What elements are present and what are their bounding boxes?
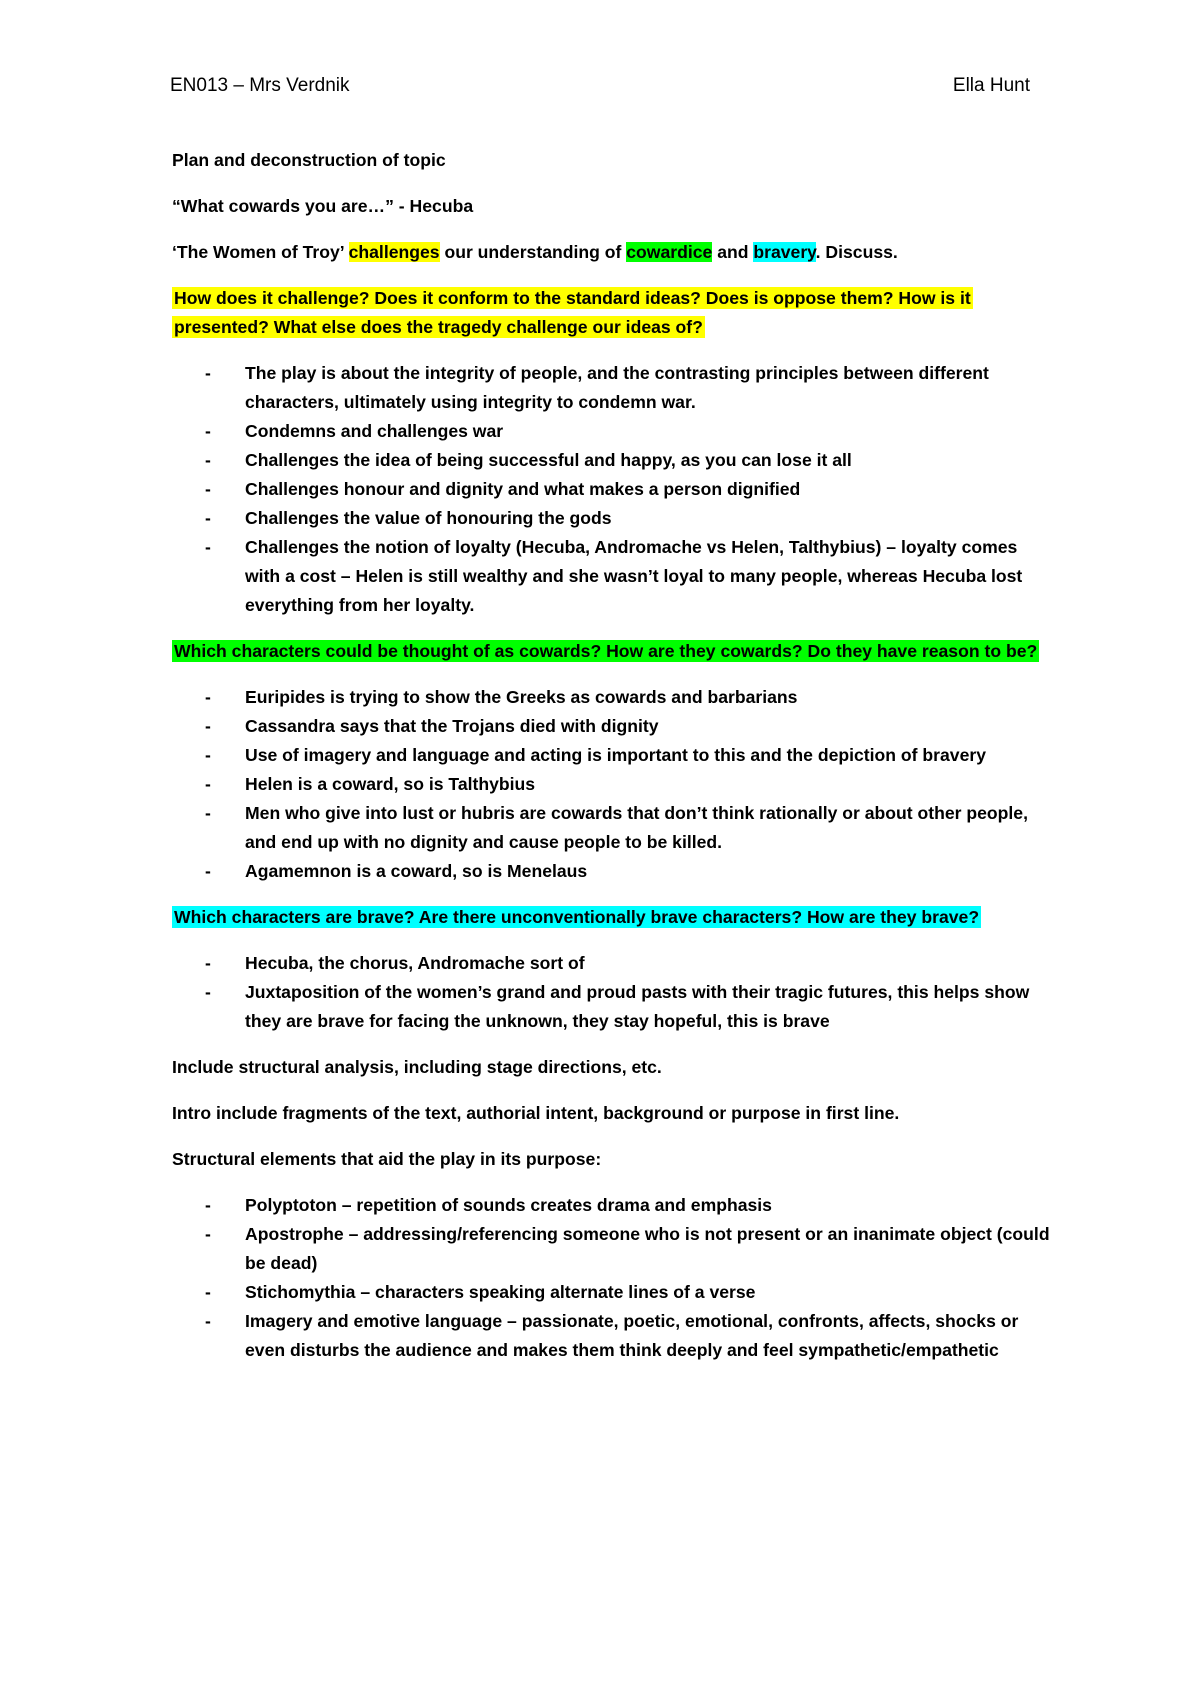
question-highlight: How does it challenge? Does it conform to the standard ideas? Does is oppose them? How is it presented? What else does the tragedy challenge our ideas of? — [174, 288, 971, 337]
prompt-text-post: . Discuss. — [815, 242, 898, 262]
page-header — [170, 73, 1030, 99]
section-list-challenge — [172, 359, 1052, 620]
list-item: - Apostrophe – addressing/referencing someone who is not present or an inanimate object (could be dead) — [205, 1224, 1050, 1273]
note-structural-elements: Structural elements that aid the play in its purpose: — [172, 1149, 602, 1169]
prompt-text-pre: ‘The Women of Troy’ — [172, 242, 349, 262]
list-item: - The play is about the integrity of people, and the contrasting principles between different characters, ultimately using integrity to condemn war. — [205, 363, 989, 412]
prompt-text-mid2: and — [712, 242, 754, 262]
list-item: - Men who give into lust or hubris are cowards that don’t think rationally or about other people, and end up with no dignity and cause people to be killed. — [205, 803, 1028, 852]
prompt-highlight-challenges: challenges — [348, 242, 440, 262]
note-structural-analysis: Include structural analysis, including stage directions, etc. — [172, 1057, 662, 1077]
section-list-brave — [172, 949, 1052, 1036]
section-list-cowards — [172, 683, 1052, 886]
opening-quote: “What cowards you are…” - Hecuba — [172, 196, 474, 216]
list-item: - Stichomythia – characters speaking alternate lines of a verse — [205, 1282, 756, 1302]
list-item: - Use of imagery and language and acting is important to this and the depiction of bravery — [205, 745, 987, 765]
essay-prompt — [172, 238, 1052, 267]
header-course: EN013 – Mrs Verdnik — [170, 75, 350, 96]
list-item: - Imagery and emotive language – passionate, poetic, emotional, confronts, affects, shocks or even disturbs the audience and makes them think deeply and feel sympathetic/empathetic — [205, 1311, 1019, 1360]
question-highlight: Which characters are brave? Are there unconventionally brave characters? How are they brave? — [174, 907, 980, 927]
structural-elements-list — [172, 1191, 1052, 1365]
list-item: - Agamemnon is a coward, so is Menelaus — [205, 861, 588, 881]
list-item: - Challenges the notion of loyalty (Hecuba, Andromache vs Helen, Talthybius) – loyalty comes with a cost – Helen is still wealthy and she wasn’t loyal to many people, whereas Hecuba lost everything from her loyalty. — [205, 537, 1023, 615]
list-item: - Juxtaposition of the women’s grand and proud pasts with their tragic futures, this helps show they are brave for facing the unknown, they stay hopeful, this is brave — [205, 982, 1030, 1031]
list-item: - Helen is a coward, so is Talthybius — [205, 774, 536, 794]
prompt-text-mid1: our understanding of — [439, 242, 627, 262]
list-item: - Challenges the value of honouring the gods — [205, 508, 612, 528]
section-question-cowards — [172, 637, 1052, 666]
header-author: Ella Hunt — [952, 75, 1030, 96]
list-item: - Cassandra says that the Trojans died with dignity — [205, 716, 659, 736]
question-highlight: Which characters could be thought of as cowards? How are they cowards? Do they have reason to be? — [174, 641, 1038, 661]
list-item: - Challenges the idea of being successful and happy, as you can lose it all — [205, 450, 852, 470]
list-item: - Condemns and challenges war — [205, 421, 504, 441]
list-item: - Polyptoton – repetition of sounds creates drama and emphasis — [205, 1195, 772, 1215]
section-question-brave — [172, 903, 1052, 932]
section-question-challenge — [172, 284, 1052, 342]
document-title: Plan and deconstruction of topic — [172, 150, 446, 170]
list-item: - Hecuba, the chorus, Andromache sort of — [205, 953, 585, 973]
document-body — [172, 146, 1052, 1382]
list-item: - Challenges honour and dignity and what makes a person dignified — [205, 479, 801, 499]
prompt-highlight-cowardice: cowardice — [626, 242, 713, 262]
list-item: - Euripides is trying to show the Greeks as cowards and barbarians — [205, 687, 798, 707]
prompt-highlight-bravery: bravery — [753, 242, 816, 262]
note-intro: Intro include fragments of the text, authorial intent, background or purpose in first line. — [172, 1103, 900, 1123]
